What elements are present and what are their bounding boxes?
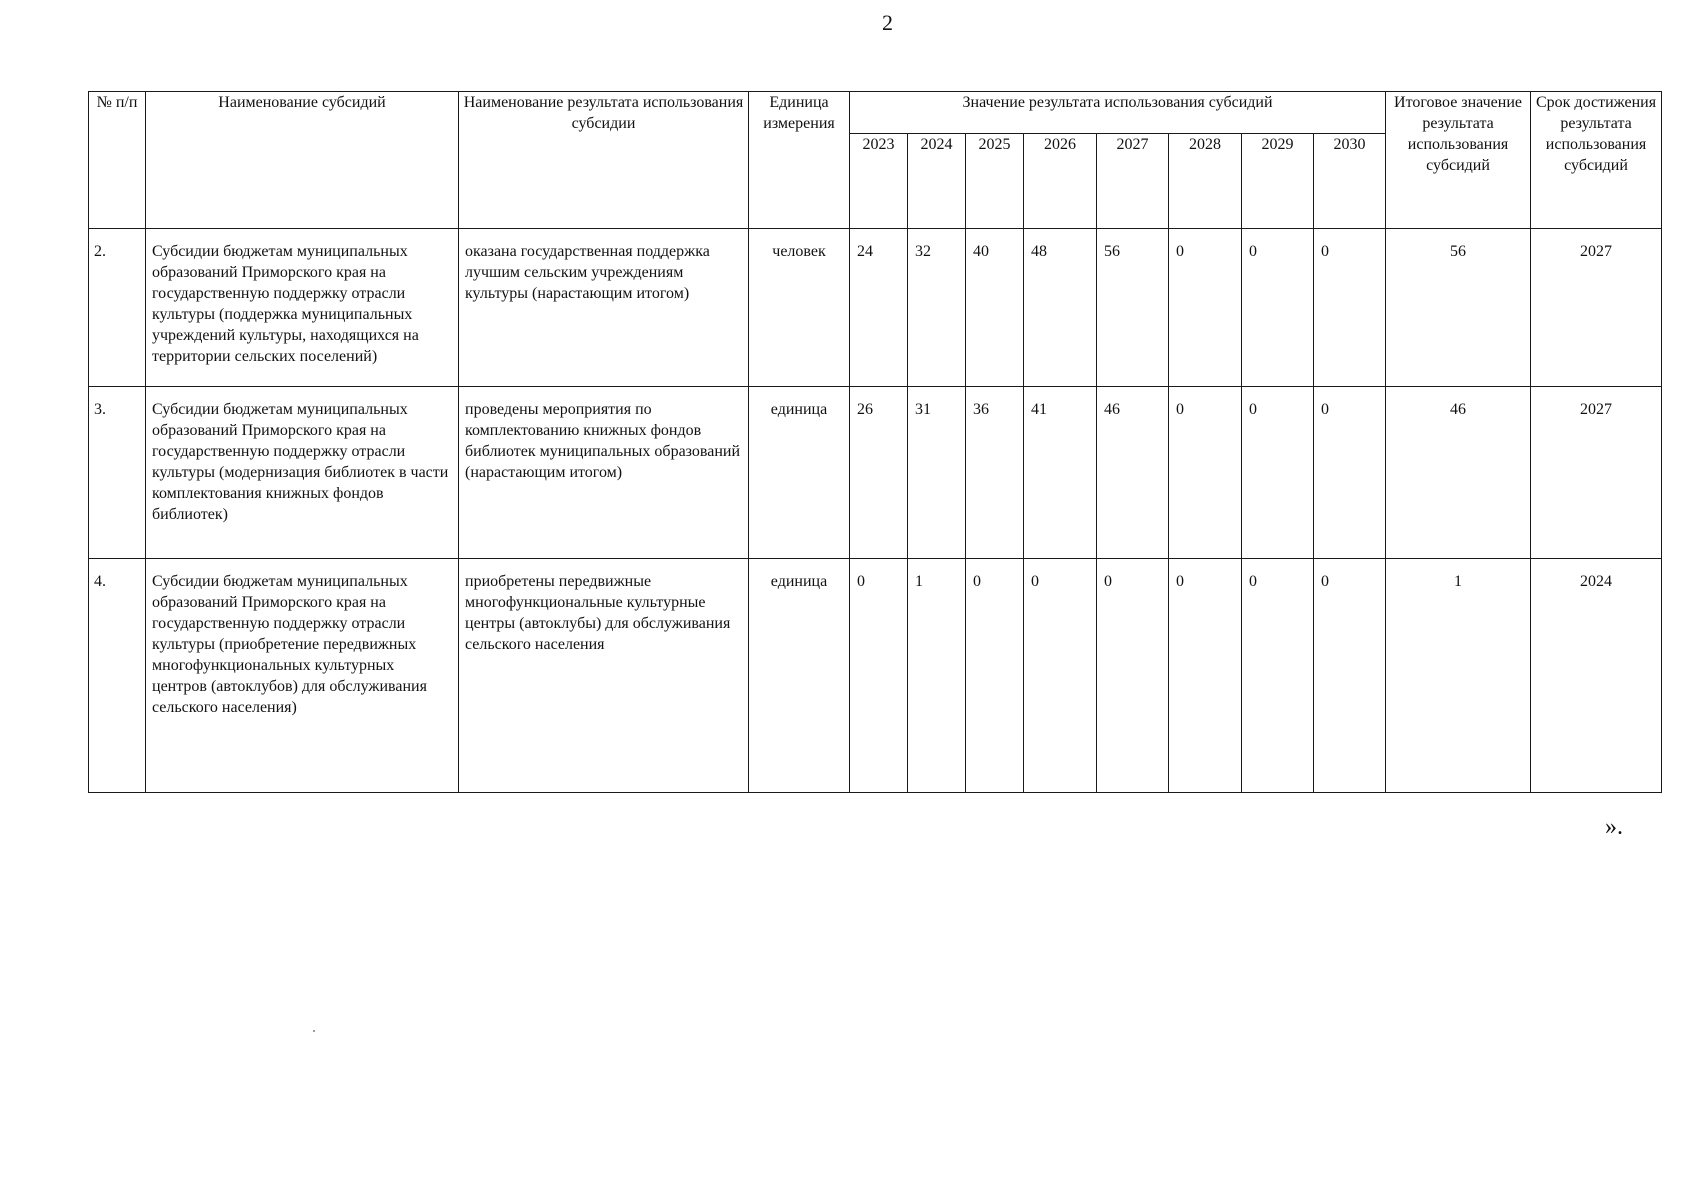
page-number: 2 xyxy=(882,10,893,35)
year-value-cell: 48 xyxy=(1024,229,1097,387)
result-name-cell: оказана государственная поддержка лучшим сельским учреждениям культуры (нарастающим итогом) xyxy=(459,229,749,387)
header-values-group: Значение результата использования субсидий xyxy=(850,92,1386,134)
year-value-cell: 46 xyxy=(1097,387,1169,559)
year-value-cell: 24 xyxy=(850,229,908,387)
year-value-cell: 0 xyxy=(1242,229,1314,387)
header-year: 2026 xyxy=(1024,134,1097,229)
header-deadline: Срок достижения результата использования субсидий xyxy=(1531,92,1662,229)
total-value-cell: 56 xyxy=(1386,229,1531,387)
deadline-cell: 2024 xyxy=(1531,559,1662,793)
result-name-cell: проведены мероприятия по комплектованию книжных фондов библиотек муниципальных образований (нарастающим итогом) xyxy=(459,387,749,559)
year-value-cell: 1 xyxy=(908,559,966,793)
header-year: 2029 xyxy=(1242,134,1314,229)
header-year: 2024 xyxy=(908,134,966,229)
year-value-cell: 0 xyxy=(1169,229,1242,387)
header-num: № п/п xyxy=(89,92,146,229)
header-year: 2027 xyxy=(1097,134,1169,229)
unit-cell: человек xyxy=(749,229,850,387)
scan-speck xyxy=(313,1030,315,1032)
header-subsidy-name: Наименование субсидий xyxy=(146,92,459,229)
table-row xyxy=(89,559,1662,793)
row-num: 3. xyxy=(89,387,146,559)
year-value-cell: 0 xyxy=(850,559,908,793)
year-value-cell: 0 xyxy=(1242,387,1314,559)
header-year: 2030 xyxy=(1314,134,1386,229)
unit-cell: единица xyxy=(749,387,850,559)
year-value-cell: 36 xyxy=(966,387,1024,559)
year-value-cell: 0 xyxy=(1314,229,1386,387)
closing-quote: ». xyxy=(1605,814,1623,840)
year-value-cell: 40 xyxy=(966,229,1024,387)
year-value-cell: 0 xyxy=(1169,387,1242,559)
subsidy-name-cell: Субсидии бюджетам муниципальных образований Приморского края на государственную поддержку отрасли культуры (приобретение передвижных многофункциональных культурных центров (автоклубов) для обслуживания сельского населения) xyxy=(146,559,459,793)
result-name-cell: приобретены передвижные многофункциональные культурные центры (автоклубы) для обслуживания сельского населения xyxy=(459,559,749,793)
header-result-name: Наименование результата использования субсидии xyxy=(459,92,749,229)
year-value-cell: 0 xyxy=(1024,559,1097,793)
year-value-cell: 0 xyxy=(1097,559,1169,793)
row-num: 4. xyxy=(89,559,146,793)
subsidies-table xyxy=(88,91,1662,793)
year-value-cell: 41 xyxy=(1024,387,1097,559)
header-row-top xyxy=(89,92,1662,134)
total-value-cell: 46 xyxy=(1386,387,1531,559)
subsidy-name-cell: Субсидии бюджетам муниципальных образований Приморского края на государственную поддержку отрасли культуры (модернизация библиотек в части комплектования книжных фондов библиотек) xyxy=(146,387,459,559)
year-value-cell: 0 xyxy=(1314,559,1386,793)
header-unit: Единица измерения xyxy=(749,92,850,229)
header-year: 2025 xyxy=(966,134,1024,229)
year-value-cell: 0 xyxy=(966,559,1024,793)
year-value-cell: 0 xyxy=(1314,387,1386,559)
header-total: Итоговое значение результата использования субсидий xyxy=(1386,92,1531,229)
row-num: 2. xyxy=(89,229,146,387)
total-value-cell: 1 xyxy=(1386,559,1531,793)
year-value-cell: 0 xyxy=(1242,559,1314,793)
year-value-cell: 32 xyxy=(908,229,966,387)
deadline-cell: 2027 xyxy=(1531,229,1662,387)
deadline-cell: 2027 xyxy=(1531,387,1662,559)
year-value-cell: 0 xyxy=(1169,559,1242,793)
year-value-cell: 26 xyxy=(850,387,908,559)
table-row xyxy=(89,229,1662,387)
table-row xyxy=(89,387,1662,559)
year-value-cell: 56 xyxy=(1097,229,1169,387)
header-year: 2028 xyxy=(1169,134,1242,229)
header-year: 2023 xyxy=(850,134,908,229)
unit-cell: единица xyxy=(749,559,850,793)
subsidy-name-cell: Субсидии бюджетам муниципальных образований Приморского края на государственную поддержку отрасли культуры (поддержка муниципальных учреждений культуры, находящихся на территории сельских поселений) xyxy=(146,229,459,387)
year-value-cell: 31 xyxy=(908,387,966,559)
